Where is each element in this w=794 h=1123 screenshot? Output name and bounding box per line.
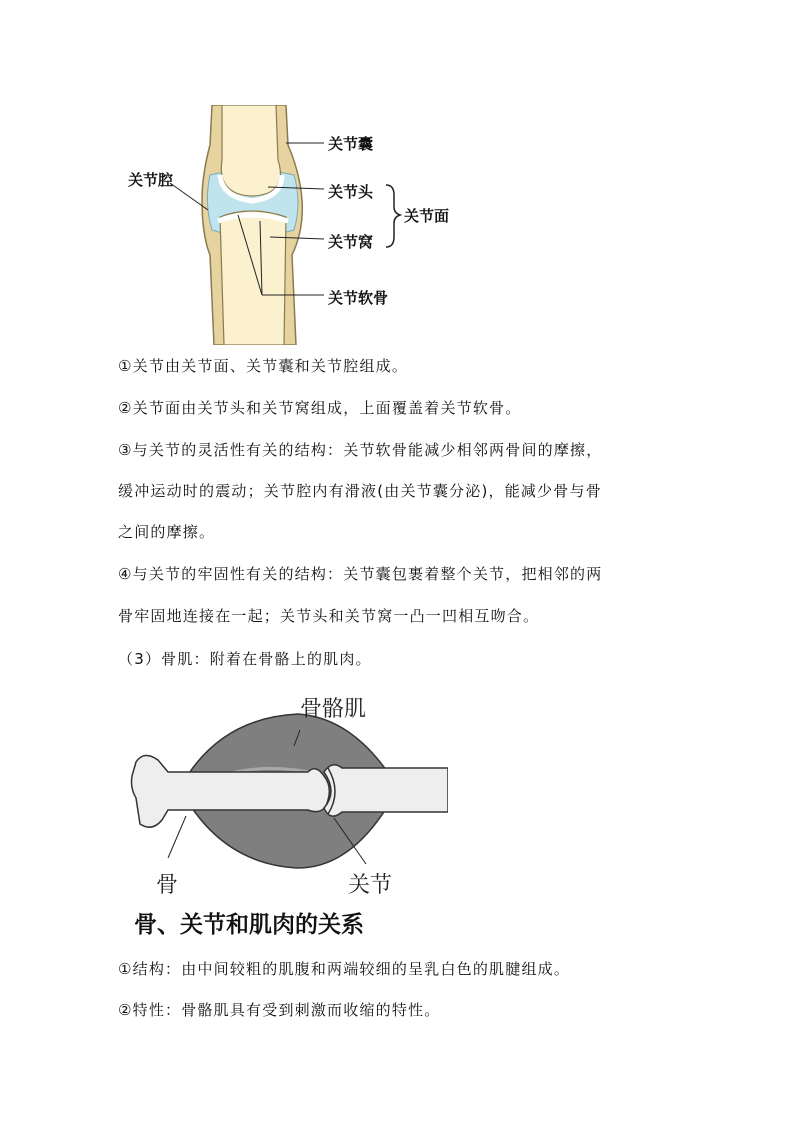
paragraph-3-line-3: 之间的摩擦。 (118, 523, 216, 541)
label-bone: 骨 (156, 873, 179, 898)
section-heading-skeletal-muscle: （3）骨肌：附着在骨骼上的肌肉。 (118, 650, 372, 668)
joint-structure-diagram (110, 105, 470, 345)
label-joint-cavity: 关节腔 (128, 171, 174, 189)
figure-caption: 骨、关节和肌肉的关系 (134, 911, 364, 938)
label-joint-socket: 关节窝 (328, 233, 374, 251)
label-skeletal-muscle: 骨骼肌 (300, 697, 367, 722)
label-joint-surface: 关节面 (404, 207, 450, 225)
label-joint-capsule: 关节囊 (328, 135, 374, 153)
bone-joint-muscle-diagram (128, 688, 448, 898)
paragraph-2: ②关节面由关节头和关节窝组成，上面覆盖着关节软骨。 (118, 399, 522, 417)
label-joint-head: 关节头 (328, 183, 374, 201)
paragraph-property: ②特性：骨骼肌具有受到刺激而收缩的特性。 (118, 1001, 441, 1019)
paragraph-1: ①关节由关节面、关节囊和关节腔组成。 (118, 357, 409, 375)
paragraph-4-line-1: ④与关节的牢固性有关的结构：关节囊包裹着整个关节，把相邻的两 (118, 565, 603, 583)
paragraph-3-line-1: ③与关节的灵活性有关的结构：关节软骨能减少相邻两骨间的摩擦， (118, 441, 603, 459)
paragraph-3-line-2: 缓冲运动时的震动；关节腔内有滑液(由关节囊分泌)，能减少骨与骨 (118, 482, 602, 500)
paragraph-4-line-2: 骨牢固地连接在一起；关节头和关节窝一凸一凹相互吻合。 (118, 607, 540, 625)
label-joint: 关节 (348, 873, 393, 898)
label-joint-cartilage: 关节软骨 (328, 289, 389, 307)
paragraph-structure: ①结构：由中间较粗的肌腹和两端较细的呈乳白色的肌腱组成。 (118, 960, 571, 978)
bone-joint-muscle-illustration (128, 688, 448, 898)
